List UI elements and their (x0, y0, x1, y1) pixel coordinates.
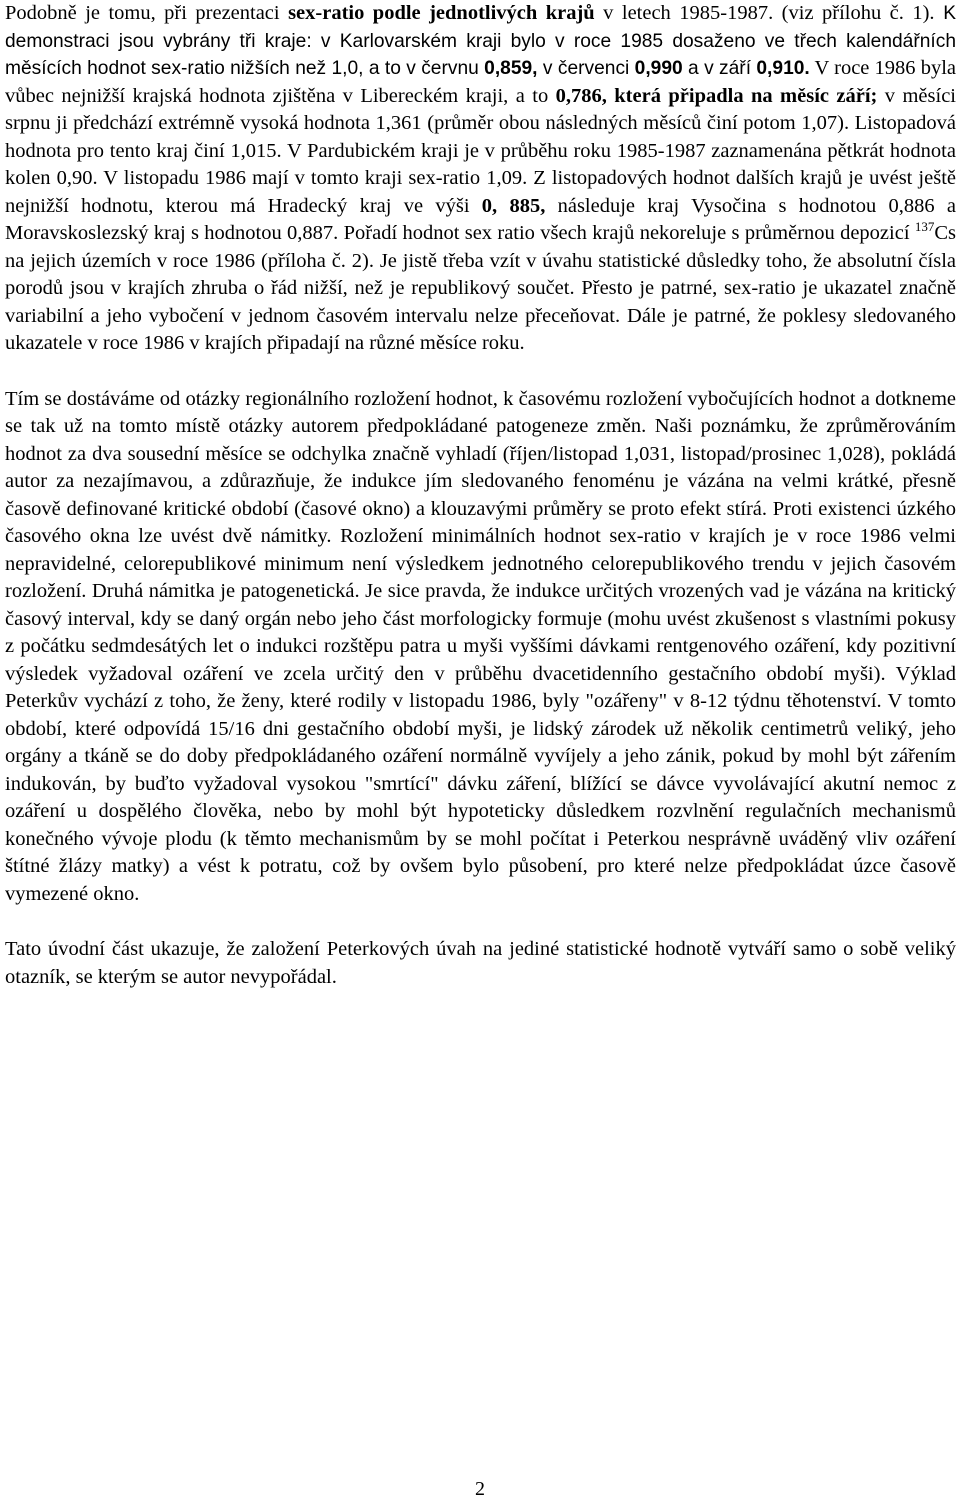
text-run: V Pardubickém kraji je v průběhu roku 1985-1987 zaznamenána pětkrát hodnota kolen 0,90. (5, 139, 956, 189)
text-run: V listopadu 1986 mají v tomto kraji sex-ratio 1,09. (97, 167, 528, 189)
bold-value: 0,990 (634, 58, 683, 79)
text-run: v měsíci srpnu ji předchází extrémně vysoká hodnota 1,361 (průměr obou následných měsíců činí potom 1,07). Listopadová hodnota pro tento kraj činí 1,015. (5, 84, 956, 162)
bold-text-run: sex-ratio podle jednotlivých krajů (288, 2, 595, 24)
text-run: v červenci (537, 58, 635, 79)
bold-value: 0,859, (484, 58, 538, 79)
text-run: K demonstraci jsou vybrány tři kraje: v Karlovarském kraji bylo v roce 1985 dosaženo ve třech kalendářních měsících hodnot sex-ratio nižších než 1,0, a to v červnu (5, 3, 957, 79)
text-run: v letech 1985-1987. (viz přílohu č. 1). (594, 2, 935, 24)
text-run: V roce 1986 byla vůbec nejnižší krajská hodnota zjištěna v Libereckém kraji, a to (5, 57, 957, 107)
paragraph-conclusion: Tato úvodní část ukazuje, že založení Peterkových úvah na jediné statistické hodnotě vytváří samo o sobě veliký otazník, se kterým se autor nevypořádal. (5, 938, 956, 988)
text-run: Z listopadových hodnot dalších krajů je uvést ještě nejnižší hodnotu, kterou má Hradecký kraj ve výši (5, 167, 956, 217)
page-number: 2 (475, 1478, 485, 1500)
bold-value: 0,786, která připadla na měsíc září; (555, 84, 878, 107)
isotope-superscript: 137 (914, 219, 935, 234)
text-run: a v září (682, 58, 757, 79)
paragraph-regional-sex-ratio (5, 0, 956, 358)
bold-value: 0, 885, (481, 194, 546, 217)
text-run: následuje kraj Vysočina s hodnotou 0,886 a Moravskoslezský kraj s hodnotou 0,887. Pořadí hodnot sex ratio všech krajů nekoreluje s průměrnou depozicí (5, 194, 956, 244)
text-run: Podobně je tomu, při prezentaci (5, 2, 289, 24)
document-page (5, 0, 956, 991)
bold-value: 0,910. (756, 58, 810, 79)
paragraph-time-distribution: Tím se dostáváme od otázky regionálního rozložení hodnot, k časovému rozložení vybočujících hodnot a dotkneme se tak už na tomto místě otázky autorem předpokládané patogeneze změn. Naši poznámku, že zprůměrováním hodnot za dva sousední měsíce se odchylka značně vyhladí (říjen/listopad 1,031, listopad/prosinec 1,028), pokládá autor za nezajímavou, a zdůrazňuje, že indukce jím sledovaného fenoménu je vázána na velmi krátké, přesně časově definované kritické období (časové okno) a klouzavými průměry se proto efekt stírá. Proti existenci úzkého časového okna lze uvést dvě námitky. Rozložení minimálních hodnot sex-ratio v krajích je v roce 1986 velmi nepravidelné, celorepublikové minimum není výsledkem jednotného celorepublikového trendu v jejich časovém rozložení. Druhá námitka je patogenetická. Je sice pravda, že indukce určitých vrozených vad je vázána na kritický časový interval, kdy se daný orgán nebo jeho část morfologicky formuje (mohu uvést zkušenost s vlastními pokusy z počátku sedmdesátých let o indukci rozštěpu patra u myši vyššími dávkami rentgenového ozáření, kdy pozitivní výsledek vyžadoval ozáření ve zcela určitý den v průběhu dvacetidenního gestačního období myši). Výklad Peterkův vychází z toho, že ženy, které rodily v listopadu 1986, byly "ozářeny" v 8-12 týdnu těhotenství. V tomto období, které odpovídá 15/16 dni gestačního období myši, je lidský zárodek už několik centimetrů veliký, jeho orgány a tkáně se do doby předpokládaného ozáření normálně vyvíjely a jeho zánik, pokud by mohl být zářením indukován, by buďto vyžadoval vysokou "smrtící" dávku záření, blížící se dávce vyvolávající akutní nemoc z ozáření u dospělého člověka, nebo by mohl být hypoteticky důsledkem rozvlnění regulačních mechanismů konečného vývoje plodu (k těmto mechanismům by se mohl počítat i Peterkou nesprávně uváděný vliv ozáření štítné žlázy matky) a vést k potratu, což by ovšem bylo působení, pro které nelze předpokládat úzce časově vymezené okno. (5, 387, 956, 905)
text-run: Cs na jejich územích v roce 1986 (příloha č. 2). Je jistě třeba vzít v úvahu statistické důsledky toho, že absolutní čísla porodů jsou v krajích zhruba o řád nižší, než je republikový součet. Přesto je patrné, sex-ratio je ukazatel značně variabilní a jeho vybočení v jednom časovém intervalu nelze přeceňovat. Dále je patrné, že poklesy sledovaného ukazatele v roce 1986 v krajích připadají na různé měsíce roku. (5, 222, 956, 354)
